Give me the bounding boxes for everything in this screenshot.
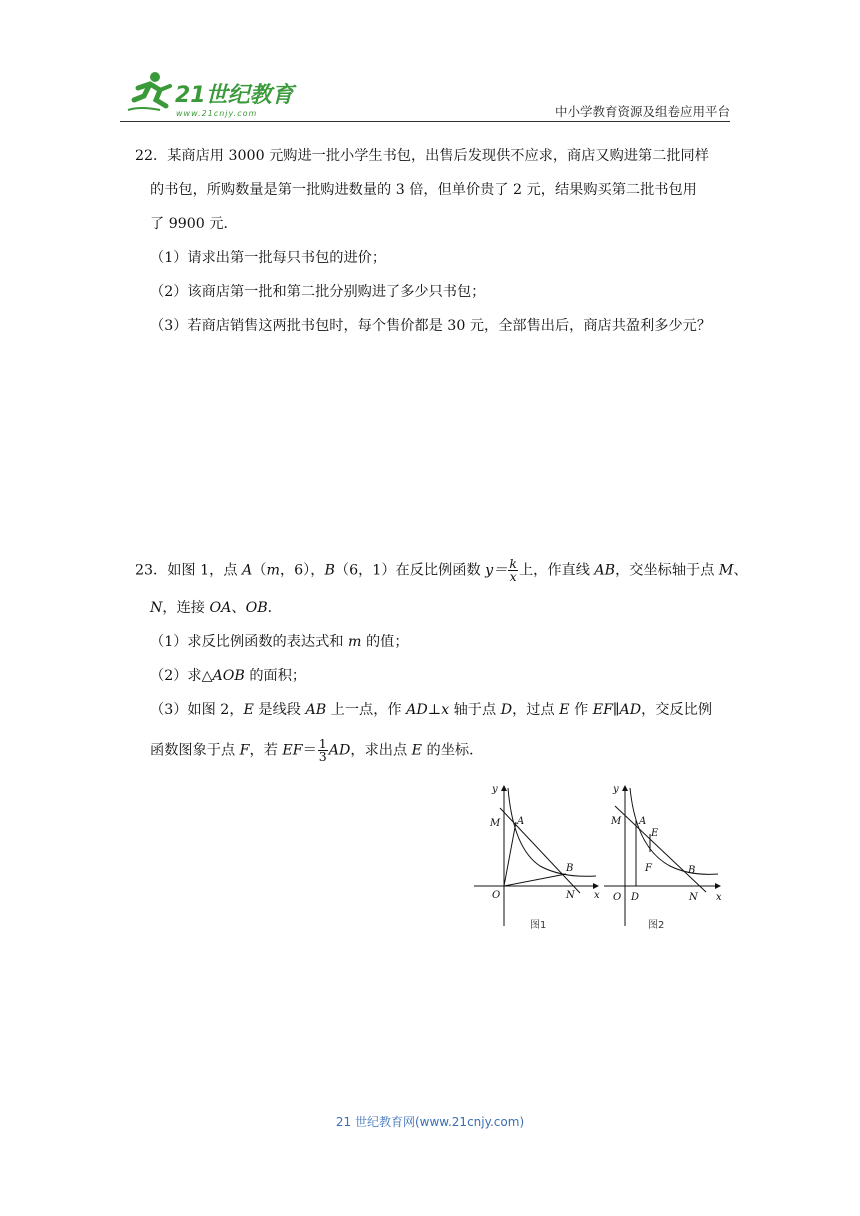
fig2-label-E: E	[651, 828, 659, 839]
logo	[120, 66, 300, 122]
figure-diagrams	[470, 778, 730, 933]
fig1-label-N: N	[566, 890, 575, 901]
header-platform-text: 中小学教育资源及组卷应用平台	[554, 104, 730, 119]
fig2-label-M: M	[611, 816, 622, 827]
q22-sub2: （2）该商店第一批和第二批分别购进了多少只书包；	[150, 284, 486, 300]
fig1-label-O: O	[492, 890, 501, 901]
fig2-label-F: F	[645, 863, 652, 874]
fig2-caption: 图2	[648, 920, 665, 931]
fig1-label-A: A	[517, 816, 525, 827]
q23-line2: N，连接 OA、OB．	[150, 600, 282, 616]
fig2-label-D: D	[631, 892, 640, 903]
footer-link[interactable]: 21 世纪教育网(www.21cnjy.com)	[335, 1115, 525, 1129]
q22-line1: 22．某商店用 3000 元购进一批小学生书包，出售后发现供不应求，商店又购进第二批同样	[135, 148, 709, 164]
logo-url: www.21cnjy.com	[176, 109, 258, 118]
fig2-label-y: y	[613, 784, 619, 795]
header-divider	[120, 121, 730, 122]
fig2-label-B: B	[688, 865, 696, 876]
fig1-label-y: y	[492, 784, 498, 795]
fig1-label-B: B	[566, 863, 574, 874]
q23-line1: 23．如图 1，点 A（m，6），B（6，1）在反比例函数 y＝ $\frac{k}{x}$ 上，作直线 AB，交坐标轴于点 M、	[135, 556, 748, 584]
q22-line2: 的书包，所购数量是第一批购进数量的 3 倍，但单价贵了 2 元，结果购买第二批书包用	[150, 182, 697, 198]
q23-sub2: （2）求△AOB 的面积；	[150, 668, 307, 684]
fraction-one-third: $\frac{1}{3}$	[318, 736, 327, 764]
q22-sub1: （1）请求出第一批每只书包的进价；	[150, 250, 387, 266]
q23-sub1: （1）求反比例函数的表达式和 m 的值；	[150, 634, 409, 650]
q22-line3: 了 9900 元．	[150, 216, 238, 232]
figures	[470, 778, 730, 933]
q23-sub3-cont: 函数图象于点 F，若 EF＝ $\frac{1}{3}$ AD，求出点 E 的坐标．	[150, 736, 484, 764]
fraction-k-over-x: $\frac{k}{x}$	[509, 556, 517, 584]
q22-sub3: （3）若商店销售这两批书包时，每个售价都是 30 元，全部售出后，商店共盈利多少元？	[150, 318, 712, 334]
fig1-caption: 图1	[530, 920, 547, 931]
logo-text: 21世纪教育	[175, 83, 294, 108]
fig1-label-M: M	[490, 818, 501, 829]
figure-1	[474, 786, 598, 926]
fig2-label-N: N	[689, 892, 698, 903]
fig2-label-x: x	[716, 892, 722, 903]
q23-sub3: （3）如图 2，E 是线段 AB 上一点，作 AD⊥x 轴于点 D，过点 E 作 EF∥AD，交反比例	[150, 702, 713, 718]
fig2-label-O: O	[613, 892, 622, 903]
page-header	[120, 66, 730, 120]
figure-2	[604, 786, 720, 926]
fig1-label-x: x	[594, 890, 600, 901]
fig2-label-A: A	[639, 816, 647, 827]
